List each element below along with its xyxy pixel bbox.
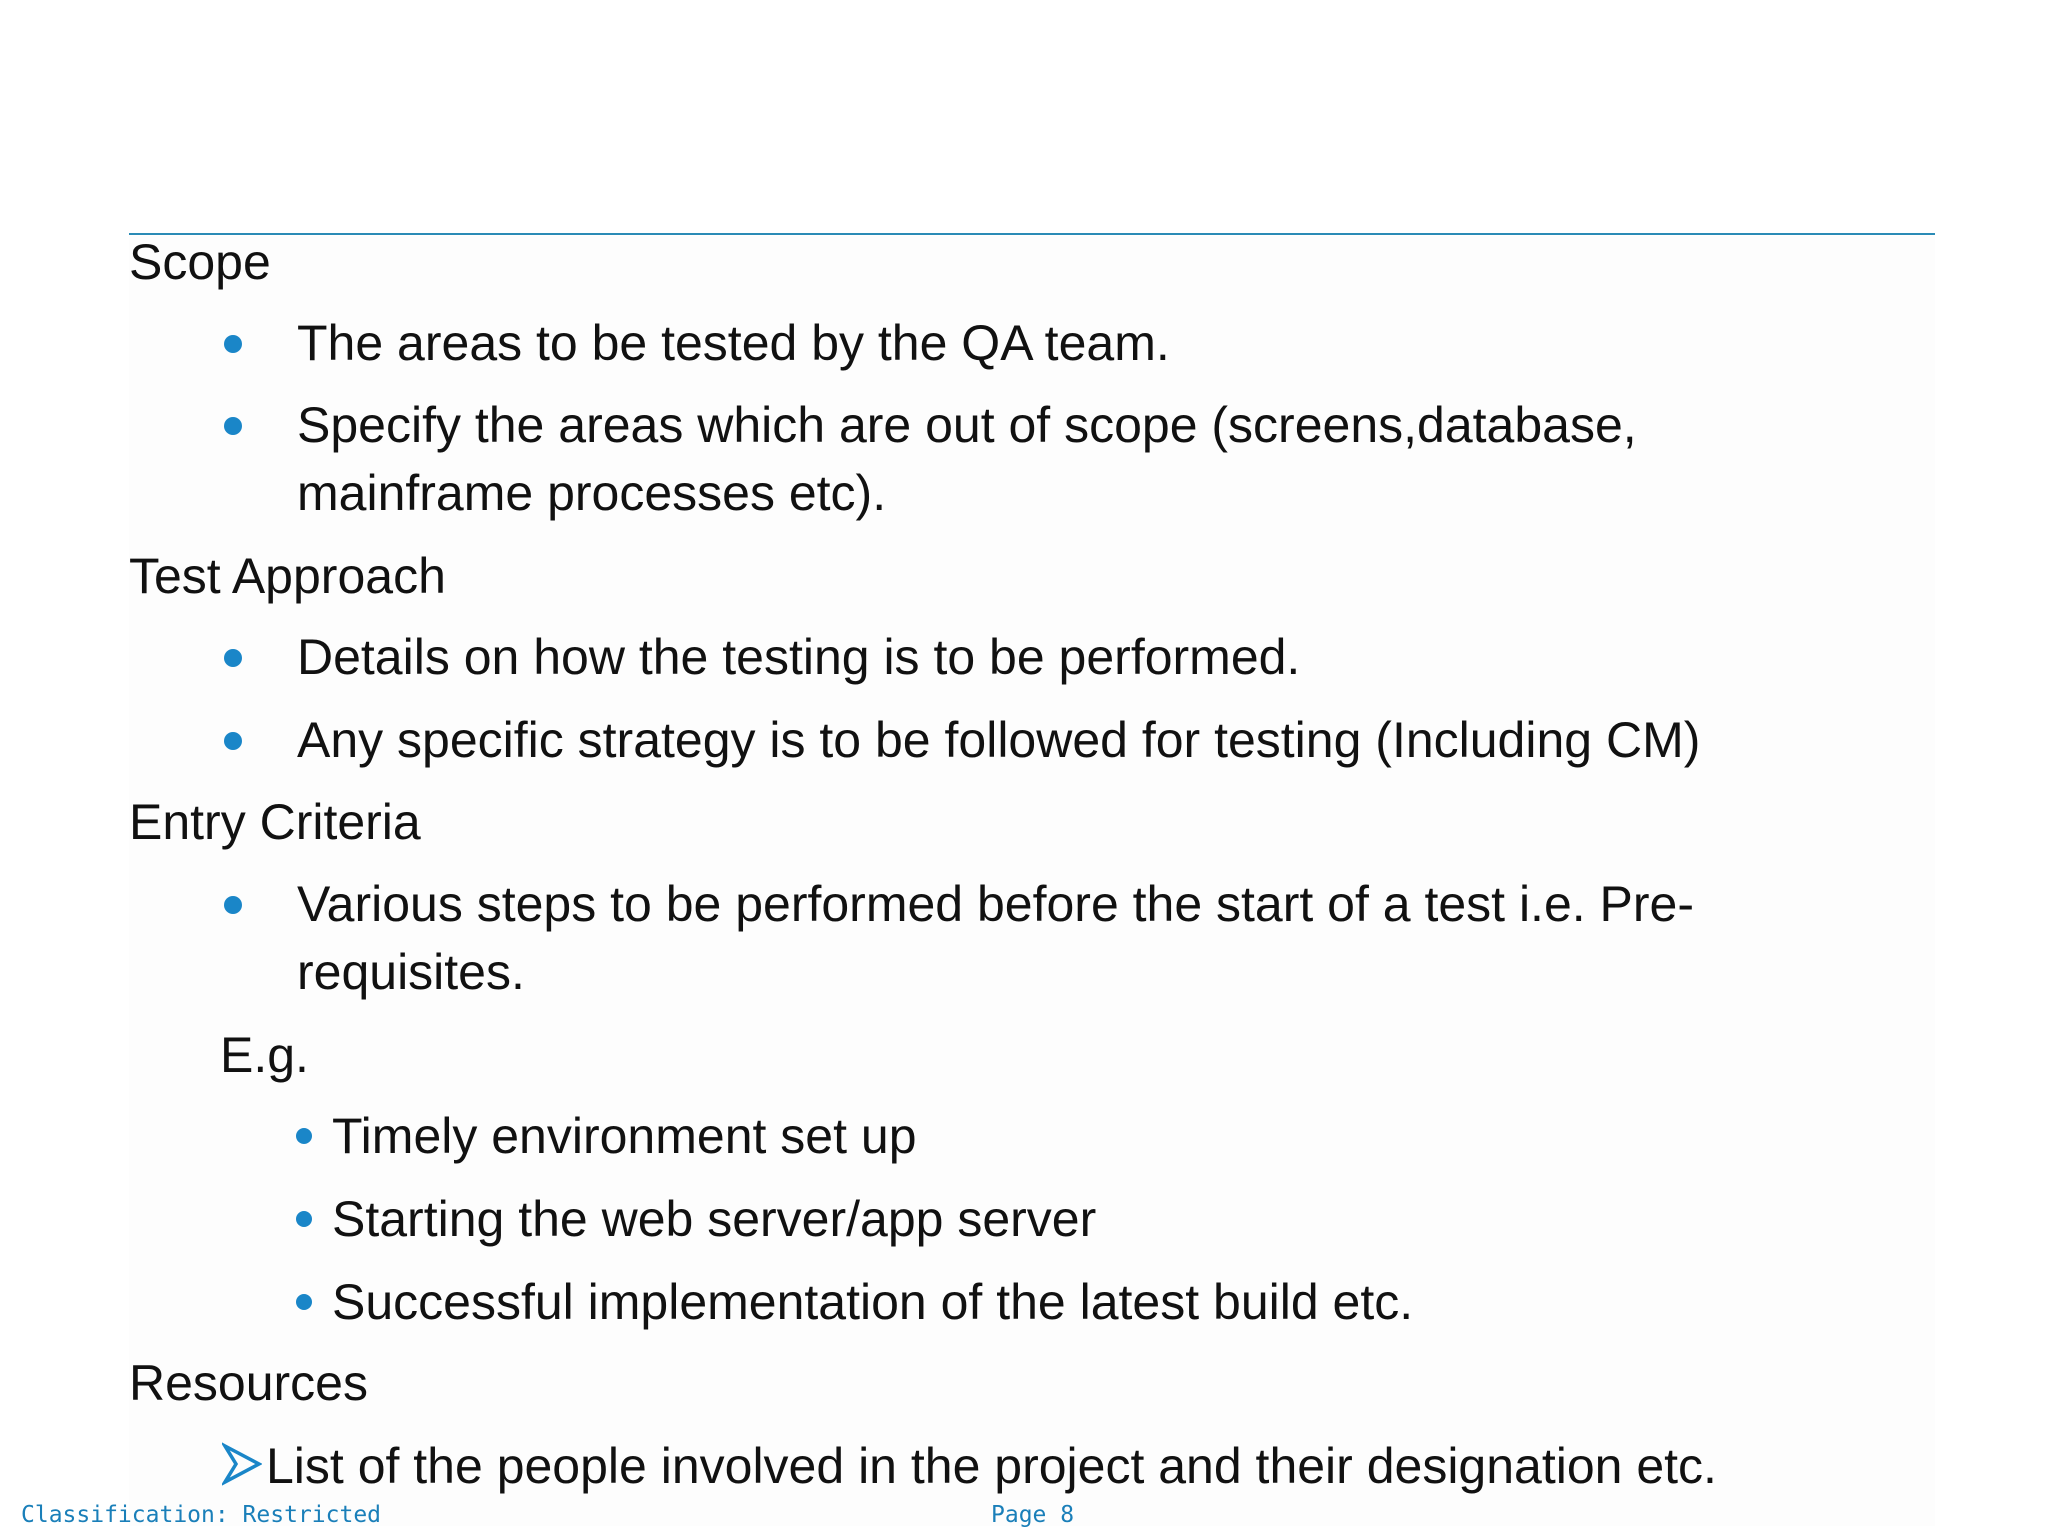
section-heading-entry-criteria: Entry Criteria (129, 794, 421, 850)
entry-bullet-1-line-2: requisites. (297, 944, 525, 1000)
bullet-dot-icon (296, 1128, 312, 1144)
scope-bullet-2-line-1: Specify the areas which are out of scope (screens,database, (297, 397, 1637, 453)
bullet-dot-icon (224, 896, 242, 914)
bullet-dot-icon (224, 732, 242, 750)
bullet-dot-icon (296, 1211, 312, 1227)
entry-sub-bullet-2: Starting the web server/app server (332, 1191, 1097, 1247)
arrow-bullet-icon (222, 1442, 262, 1486)
footer-page-number: Page 8 (991, 1502, 1075, 1528)
entry-sub-bullet-3: Successful implementation of the latest build etc. (332, 1274, 1414, 1330)
bullet-dot-icon (224, 417, 242, 435)
bullet-dot-icon (296, 1294, 312, 1310)
approach-bullet-1: Details on how the testing is to be performed. (297, 629, 1301, 685)
section-heading-resources: Resources (129, 1355, 368, 1411)
approach-bullet-2: Any specific strategy is to be followed for testing (Including CM) (297, 712, 1701, 768)
scope-bullet-2-line-2: mainframe processes etc). (297, 465, 887, 521)
example-label: E.g. (220, 1027, 309, 1083)
resources-arrow-item: List of the people involved in the project and their designation etc. (266, 1438, 1717, 1494)
header-rule (129, 233, 1935, 235)
entry-bullet-1-line-1: Various steps to be performed before the start of a test i.e. Pre- (297, 876, 1694, 932)
footer-classification: Classification: Restricted (21, 1502, 382, 1528)
section-heading-scope: Scope (129, 234, 271, 290)
bullet-dot-icon (224, 649, 242, 667)
bullet-dot-icon (224, 335, 242, 353)
scope-bullet-1: The areas to be tested by the QA team. (297, 315, 1170, 371)
entry-sub-bullet-1: Timely environment set up (332, 1108, 917, 1164)
section-heading-test-approach: Test Approach (129, 548, 446, 604)
